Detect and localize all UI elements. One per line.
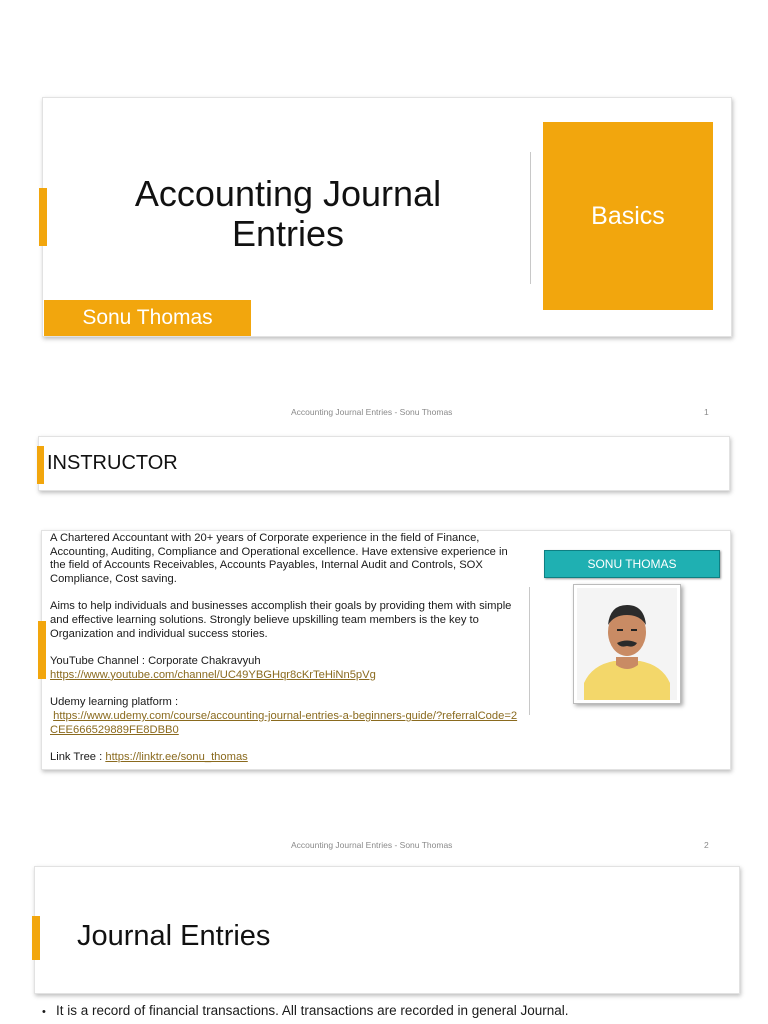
bio-paragraph-aims: Aims to help individuals and businesses accomplish their goals by providing them with simple and effective learning solutions. Strongly believe upskilling team members is the key to Organization and individual success stories.: [50, 600, 512, 640]
youtube-label: YouTube Channel : Corporate Chakravyuh: [50, 655, 261, 668]
presentation-title: Accounting Journal Entries: [134, 173, 442, 254]
slide-footer-text: Accounting Journal Entries - Sonu Thomas: [291, 840, 453, 850]
instructor-header-slide: [38, 436, 730, 491]
slide-footer-text: Accounting Journal Entries - Sonu Thomas: [291, 407, 453, 417]
author-name-bar: Sonu Thomas: [44, 300, 251, 336]
vertical-divider: [530, 152, 531, 284]
bullet-text: It is a record of financial transactions. All transactions are recorded in general Journal.: [56, 1003, 569, 1018]
instructor-accent-bar: [37, 446, 44, 484]
basics-tag: Basics: [543, 122, 713, 310]
instructor-bio: [50, 532, 520, 779]
list-item: [42, 1003, 569, 1018]
bullet-icon: •: [42, 1006, 46, 1018]
slide-page-number: 2: [704, 840, 709, 850]
title-accent-bar: [39, 188, 47, 246]
instructor-body-slide: [41, 530, 731, 770]
udemy-label: Udemy learning platform :: [50, 696, 179, 709]
youtube-entry: [50, 655, 520, 682]
youtube-link[interactable]: https://www.youtube.com/channel/UC49YBGHqr8cKrTeHiNn5pVg: [50, 668, 376, 681]
instructor-heading: INSTRUCTOR: [47, 452, 178, 474]
linktree-link[interactable]: https://linktr.ee/sonu_thomas: [105, 751, 248, 764]
instructor-portrait-icon: [574, 585, 680, 703]
instructor-name-tag: SONU THOMAS: [544, 550, 720, 578]
title-slide: [42, 97, 732, 337]
journal-accent-bar: [32, 916, 40, 960]
instructor-photo: [573, 584, 681, 704]
body-accent-bar: [38, 621, 46, 679]
slide-page-number: 1: [704, 407, 709, 417]
linktree-label: Link Tree :: [50, 751, 106, 764]
journal-entries-heading: Journal Entries: [77, 920, 271, 952]
udemy-link[interactable]: https://www.udemy.com/course/accounting-journal-entries-a-beginners-guide/?referralCode=2CEE666529889FE8DBB0: [50, 709, 518, 736]
bio-paragraph-experience: A Chartered Accountant with 20+ years of Corporate experience in the field of Finance, Accounting, Auditing, Compliance and Operational excellence. Have extensive experience in the field of Accounts Receivables, Accounts Payables, Internal Audit and Controls, SOX Compliance, Cost saving.: [50, 532, 508, 585]
udemy-entry: [50, 696, 520, 737]
linktree-entry: [50, 751, 520, 765]
vertical-divider: [529, 587, 530, 715]
journal-entries-slide: [34, 866, 740, 994]
